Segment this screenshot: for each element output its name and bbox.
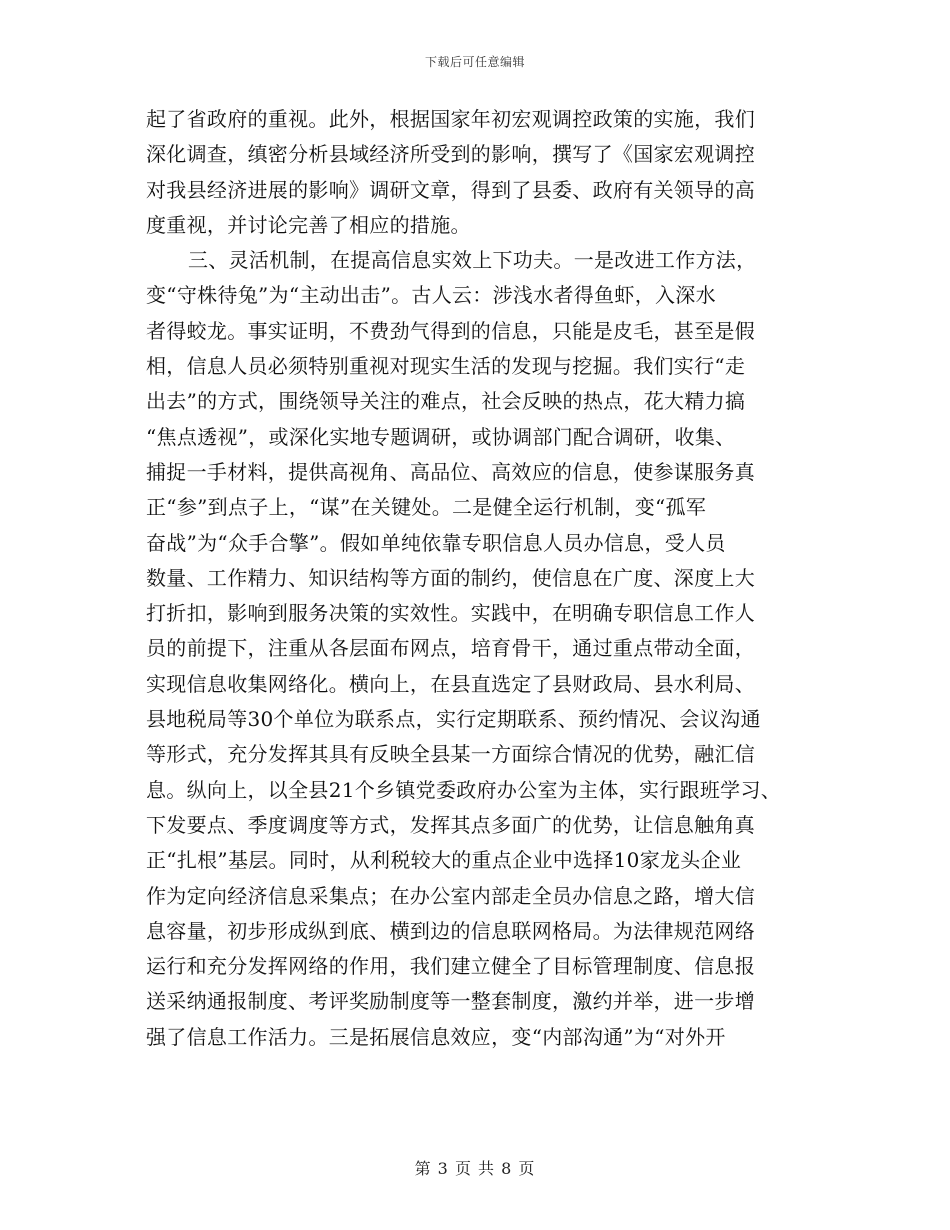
text-line: 员的前提下，注重从各层面布网点，培育骨干，通过重点带动全面， <box>146 636 755 661</box>
text-line: 数量、工作精力、知识结构等方面的制约，使信息在广度、深度上大 <box>146 565 755 590</box>
text-line: 打折扣，影响到服务决策的实效性。实践中，在明确专职信息工作人 <box>146 601 755 626</box>
text-line: 正“参”到点子上，“谋”在关键处。二是健全运行机制，变“孤军 <box>146 495 707 520</box>
text-line: “焦点透视”，或深化实地专题调研，或协调部门配合调研，收集、 <box>146 424 736 449</box>
text-line: 变“守株待兔”为“主动出击”。古人云：涉浅水者得鱼虾，入深水 <box>146 283 716 308</box>
text-line: 作为定向经济信息采集点；在办公室内部走全员办信息之路，增大信 <box>146 883 755 908</box>
text-line: 出去”的方式，围绕领导关注的难点，社会反映的热点，花大精力搞 <box>146 389 746 414</box>
text-line: 正“扎根”基层。同时，从利税较大的重点企业中选择10家龙头企业 <box>146 848 742 873</box>
text-line: 度重视，并讨论完善了相应的措施。 <box>146 212 471 237</box>
paragraph-start-line: 三、灵活机制，在提高信息实效上下功夫。一是改进工作方法， <box>188 248 757 273</box>
text-line: 捕捉一手材料，提供高视角、高品位、高效应的信息，使参谋服务真 <box>146 459 755 484</box>
document-body <box>146 102 806 1055</box>
page-header-note: 下载后可任意编辑 <box>424 55 525 69</box>
text-line: 县地税局等30个单位为联系点，实行定期联系、预约情况、会议沟通 <box>146 707 761 732</box>
text-line: 运行和充分发挥网络的作用，我们建立健全了目标管理制度、信息报 <box>146 954 755 979</box>
text-line: 下发要点、季度调度等方式，发挥其点多面广的优势，让信息触角真 <box>146 812 755 837</box>
text-line: 起了省政府的重视。此外，根据国家年初宏观调控政策的实施，我们 <box>146 107 755 131</box>
text-line: 奋战”为“众手合擎”。假如单纯依靠专职信息人员办信息，受人员 <box>146 530 726 555</box>
text-line: 等形式，充分发挥其具有反映全县某一方面综合情况的优势，融汇信 <box>146 742 755 767</box>
text-line: 者得蛟龙。事实证明，不费劲气得到的信息，只能是皮毛，甚至是假 <box>146 318 755 343</box>
page-number: 第 3 页 共 8 页 <box>414 1159 536 1178</box>
text-line: 相，信息人员必须特别重视对现实生活的发现与挖掘。我们实行“走 <box>146 354 746 379</box>
text-line: 强了信息工作活力。三是拓展信息效应，变“内部沟通”为“对外开 <box>146 1024 726 1049</box>
text-line: 实现信息收集网络化。横向上，在县直选定了县财政局、县水利局、 <box>146 671 755 696</box>
text-line: 对我县经济进展的影响》调研文章，得到了县委、政府有关领导的高 <box>146 177 755 202</box>
text-line: 息。纵向上，以全县21个乡镇党委政府办公室为主体，实行跟班学习、 <box>146 777 782 802</box>
text-line: 送采纳通报制度、考评奖励制度等一整套制度，激约并举，进一步增 <box>146 989 755 1014</box>
text-line: 息容量，初步形成纵到底、横到边的信息联网格局。为法律规范网络 <box>146 918 755 943</box>
text-line: 深化调查，缜密分析县域经济所受到的影响，撰写了《国家宏观调控 <box>146 142 755 167</box>
